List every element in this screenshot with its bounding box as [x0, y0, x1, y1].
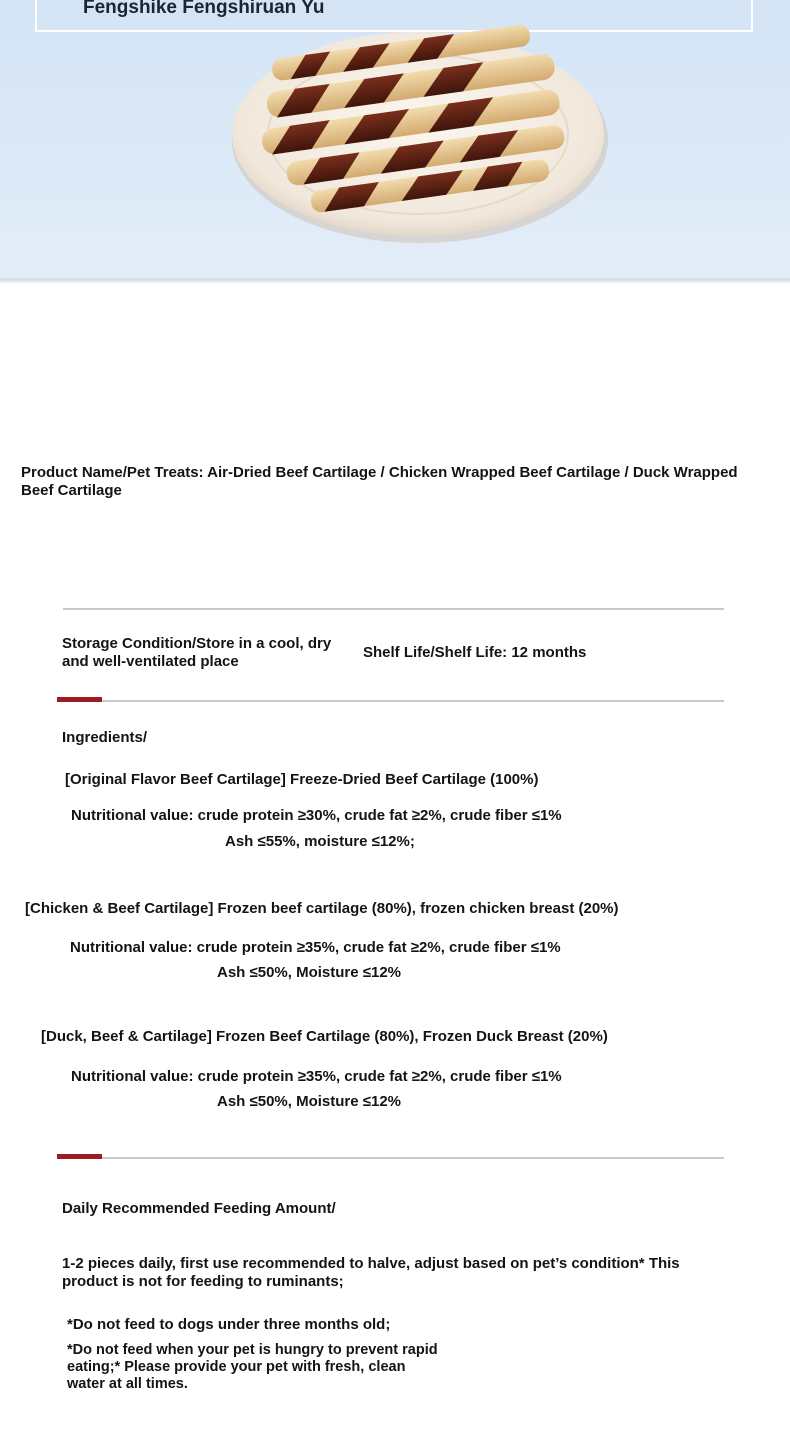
divider-rule	[63, 1157, 724, 1159]
ingredient-nutrition-2: Ash ≤55%, moisture ≤12%;	[225, 833, 415, 850]
storage-condition: Storage Condition/Store in a cool, dry and well-ventilated place	[62, 635, 332, 670]
ingredient-nutrition-2: Ash ≤50%, Moisture ≤12%	[217, 1093, 402, 1110]
ingredient-title: [Chicken & Beef Cartilage] Frozen beef cartilage (80%), frozen chicken breast (20%)	[25, 900, 619, 917]
section-accent	[57, 1154, 102, 1159]
product-name: Product Name/Pet Treats: Air-Dried Beef Cartilage / Chicken Wrapped Beef Cartilage / Duck Wrapped Beef Cartilage	[21, 464, 738, 499]
ingredient-nutrition: Nutritional value: crude protein ≥30%, crude fat ≥2%, crude fiber ≤1%	[71, 807, 562, 824]
product-photo-graphic	[222, 10, 614, 250]
product-photo	[222, 10, 614, 250]
hero-banner	[0, 0, 790, 282]
section-accent	[57, 697, 102, 702]
ingredient-title: [Duck, Beef & Cartilage] Frozen Beef Cartilage (80%), Frozen Duck Breast (20%)	[41, 1028, 608, 1045]
divider-rule	[63, 608, 724, 610]
ingredient-nutrition: Nutritional value: crude protein ≥35%, crude fat ≥2%, crude fiber ≤1%	[71, 1068, 562, 1085]
divider-rule	[63, 700, 724, 702]
ingredient-nutrition: Nutritional value: crude protein ≥35%, crude fat ≥2%, crude fiber ≤1%	[70, 939, 561, 956]
ingredient-nutrition-2: Ash ≤50%, Moisture ≤12%	[217, 964, 402, 981]
feeding-note: *Do not feed when your pet is hungry to prevent rapid eating;* Please provide your pet with fresh, clean water at all times.	[67, 1342, 438, 1392]
shelf-life: Shelf Life/Shelf Life: 12 months	[363, 644, 587, 661]
feeding-heading: Daily Recommended Feeding Amount/	[62, 1200, 336, 1217]
feeding-text: 1-2 pieces daily, first use recommended to halve, adjust based on pet’s condition* This product is not for feeding to ruminants;	[62, 1255, 680, 1290]
ingredient-title: [Original Flavor Beef Cartilage] Freeze-Dried Beef Cartilage (100%)	[65, 771, 539, 788]
brand-name: Fengshike Fengshiruan Yu	[83, 0, 325, 18]
feeding-note: *Do not feed to dogs under three months old;	[67, 1316, 391, 1333]
ingredients-heading: Ingredients/	[62, 729, 148, 746]
hero-divider	[0, 278, 790, 286]
